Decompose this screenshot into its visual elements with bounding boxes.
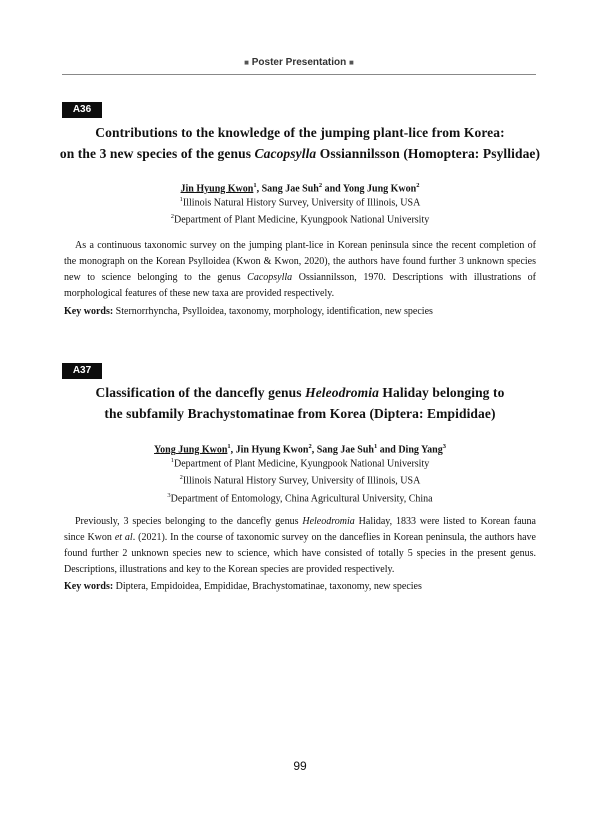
affiliation-list <box>40 454 560 506</box>
square-bullet-icon: ■ <box>349 58 354 67</box>
author-name: Jin Hyung Kwon <box>180 183 254 195</box>
abstract-title <box>40 382 560 424</box>
author-name: Yong Jung Kwon <box>154 444 228 456</box>
keywords <box>64 305 536 319</box>
title-line: Contributions to the knowledge of the jumping plant-lice from Korea: <box>95 125 505 140</box>
author-name: Sang Jae Suh <box>316 444 374 456</box>
keywords <box>64 580 536 594</box>
page-number: 99 <box>293 759 307 773</box>
square-bullet-icon: ■ <box>244 58 249 67</box>
affiliation: $^3$Department of Entomology, China Agricultural University, China <box>167 491 433 504</box>
keywords-label: Key words: <box>64 306 114 317</box>
genus-name: Cacopsylla <box>247 272 293 283</box>
genus-name: Heleodromia <box>305 385 379 400</box>
header-label: Poster Presentation <box>251 57 347 68</box>
author-list: Jin Hyung Kwon$^1$, Sang Jae Suh$^2$ and Yong Jung Kwon$^2$ <box>180 182 420 195</box>
affiliation-list <box>40 193 560 228</box>
affiliation: $^1$Department of Plant Medicine, Kyungpook National University <box>170 457 430 470</box>
running-header <box>62 57 536 68</box>
abstract-body: Previously, 3 species belonging to the dancefly genus Heleodromia Haliday, 1833 were listed to Korean fauna since Kwon et al. (2021). In the course of taxonomic survey on the danceflies in Korean peninsula, the authors have found further 2 unknown species new to science, which have consisted of totally 5 species in the present genus. Descriptions, illustrations and key to the Korean species are provided respectively. <box>64 516 537 575</box>
keywords-text: Diptera, Empidoidea, Empididae, Brachystomatinae, taxonomy, new species <box>115 581 422 592</box>
affiliation: $^2$Illinois Natural History Survey, University of Illinois, USA <box>179 474 421 487</box>
abstract-title <box>40 122 560 164</box>
title-line: the subfamily Brachystomatinae from Korea (Diptera: Empididae) <box>104 406 496 421</box>
genus-name: Heleodromia <box>302 516 355 527</box>
abstract-code-badge: A37 <box>62 363 102 379</box>
author-name: Ding Yang <box>398 444 443 456</box>
affiliation: $^1$Illinois Natural History Survey, University of Illinois, USA <box>179 196 421 209</box>
title-line: Classification of the dancefly genus Heleodromia Haliday belonging to <box>95 385 505 400</box>
author-name: Yong Jung Kwon <box>342 183 417 195</box>
author-list: Yong Jung Kwon$^1$, Jin Hyung Kwon$^2$, Sang Jae Suh$^1$ and Ding Yang$^3$ <box>154 443 446 456</box>
abstract-code-badge: A36 <box>62 102 102 118</box>
author-name: Jin Hyung Kwon <box>235 444 309 456</box>
title-line: on the 3 new species of the genus Cacopsylla Ossiannilsson (Homoptera: Psyllidae) <box>59 146 541 161</box>
keywords-text: Sternorrhyncha, Psylloidea, taxonomy, morphology, identification, new species <box>115 306 433 317</box>
abstract-body: As a continuous taxonomic survey on the jumping plant-lice in Korean peninsula since the recent completion of the monograph on the Korean Psylloidea (Kwon & Kwon, 2020), the authors have found further 3 unknown species new to science belonging to the genus Cacopsylla Ossiannilsson, 1970. Descriptions with illustrations of morphological features of these new taxa are provided respectively. <box>64 240 536 299</box>
affiliation: $^2$Department of Plant Medicine, Kyungpook National University <box>170 213 430 226</box>
author-name: Sang Jae Suh <box>261 183 319 195</box>
header-divider <box>62 74 536 75</box>
genus-name: Cacopsylla <box>254 146 317 161</box>
citation-et-al: et al <box>114 532 133 543</box>
keywords-label: Key words: <box>64 581 114 592</box>
